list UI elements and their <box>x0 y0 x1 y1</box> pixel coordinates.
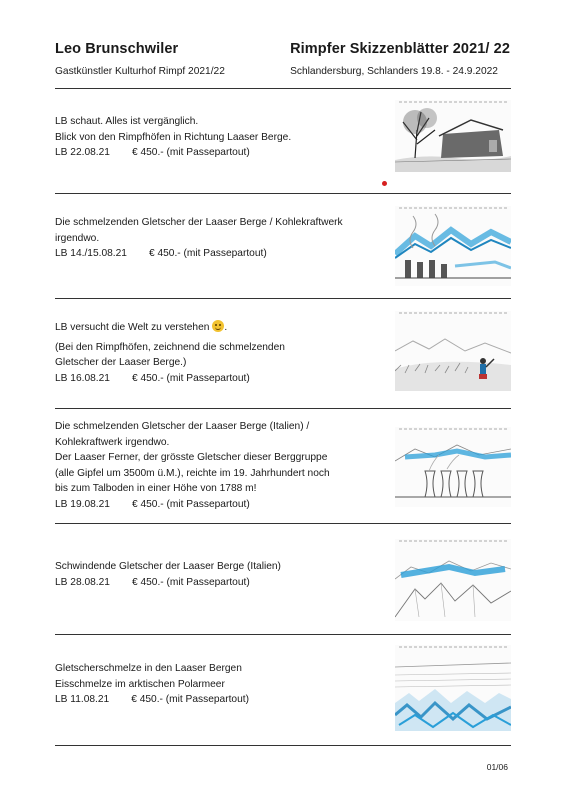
sketch-tree-house-thumbnail <box>395 100 511 172</box>
divider <box>55 634 511 635</box>
document-title: Rimpfer Skizzenblätter 2021/ 22 <box>290 41 510 57</box>
divider <box>55 88 511 89</box>
description-line: (Bei den Rimpfhöfen, zeichnend die schmelzenden <box>55 341 285 353</box>
page-number: 01/06 <box>486 762 508 772</box>
description-line: LB versucht die Welt zu verstehen . <box>55 322 228 333</box>
sketch-shrinking-glacier-thumbnail <box>395 539 511 611</box>
artwork-price: € 450.- (mit Passepartout) <box>131 498 250 510</box>
divider <box>55 298 511 299</box>
description-line: bis zum Talboden in einer Höhe von 1788 m! <box>55 483 257 494</box>
description-line: Blick von den Rimpfhöfen in Richtung Laaser Berge. <box>55 131 292 143</box>
date-price-line <box>55 497 385 513</box>
sketch-artist-drawing-thumbnail <box>395 311 511 383</box>
description-line: Schwindende Gletscher der Laaser Berge (Italien) <box>55 561 281 572</box>
artwork-date: LB 14./15.08.21 <box>55 248 127 259</box>
exhibition-subtitle: Schlandersburg, Schlanders 19.8. - 24.9.2022 <box>290 66 498 77</box>
date-price-line <box>55 145 385 161</box>
date-price-line <box>55 575 385 591</box>
sketch-glacier-cooling-towers-thumbnail <box>395 427 511 499</box>
artwork-date: LB 16.08.21 <box>55 372 110 384</box>
header-left <box>55 41 225 77</box>
sketch-ice-melt-thumbnail <box>395 645 511 717</box>
description-line: Eisschmelze im arktischen Polarmeer <box>55 678 225 690</box>
artist-name: Leo Brunschwiler <box>55 41 179 57</box>
date-price-line <box>55 371 385 387</box>
description-line: Die schmelzenden Gletscher der Laaser Berge / Kohlekraftwerk <box>55 217 343 228</box>
description-line: LB schaut. Alles ist vergänglich. <box>55 116 199 127</box>
divider <box>55 408 511 409</box>
description-line: irgendwo. <box>55 232 100 244</box>
divider <box>55 745 511 746</box>
date-price-line <box>55 692 385 708</box>
divider <box>55 523 511 524</box>
artwork-entry-6 <box>55 661 385 708</box>
artwork-price: € 450.- (mit Passepartout) <box>131 576 250 588</box>
artwork-entry-5 <box>55 559 385 590</box>
artwork-price: € 450.- (mit Passepartout) <box>131 147 250 158</box>
sold-dot <box>382 181 387 186</box>
description-line: Kohlekraftwerk irgendwo. <box>55 436 170 448</box>
description-line: Gletscherschmelze in den Laaser Bergen <box>55 663 242 674</box>
description-text: LB versucht die Welt zu verstehen <box>55 322 210 333</box>
artwork-date: LB 22.08.21 <box>55 147 110 158</box>
artwork-entry-4 <box>55 419 385 512</box>
artwork-price: € 450.- (mit Passepartout) <box>131 694 249 705</box>
date-price-line <box>55 246 385 262</box>
artwork-date: LB 11.08.21 <box>55 694 110 705</box>
artwork-entry-2 <box>55 215 385 262</box>
artwork-price: € 450.- (mit Passepartout) <box>131 372 250 384</box>
description-line: Gletscher der Laaser Berge.) <box>55 357 187 368</box>
artwork-entry-3 <box>55 320 385 386</box>
residency-subtitle: Gastkünstler Kulturhof Rimpf 2021/22 <box>55 66 225 77</box>
artwork-entry-1 <box>55 114 385 161</box>
sketch-glacier-power-plant-thumbnail <box>395 206 511 278</box>
artwork-price: € 450.- (mit Passepartout) <box>148 248 267 259</box>
artwork-date: LB 19.08.21 <box>55 498 110 510</box>
description-line: Der Laaser Ferner, der grösste Gletscher dieser Berggruppe <box>55 452 328 463</box>
divider <box>55 193 511 194</box>
header-right <box>290 41 510 77</box>
description-line: Die schmelzenden Gletscher der Laaser Berge (Italien) / <box>55 421 310 432</box>
description-line: (alle Gipfel um 3500m ü.M.), reichte im 19. Jahrhundert noch <box>55 467 330 479</box>
smiley-icon <box>212 320 224 332</box>
artwork-date: LB 28.08.21 <box>55 576 110 588</box>
